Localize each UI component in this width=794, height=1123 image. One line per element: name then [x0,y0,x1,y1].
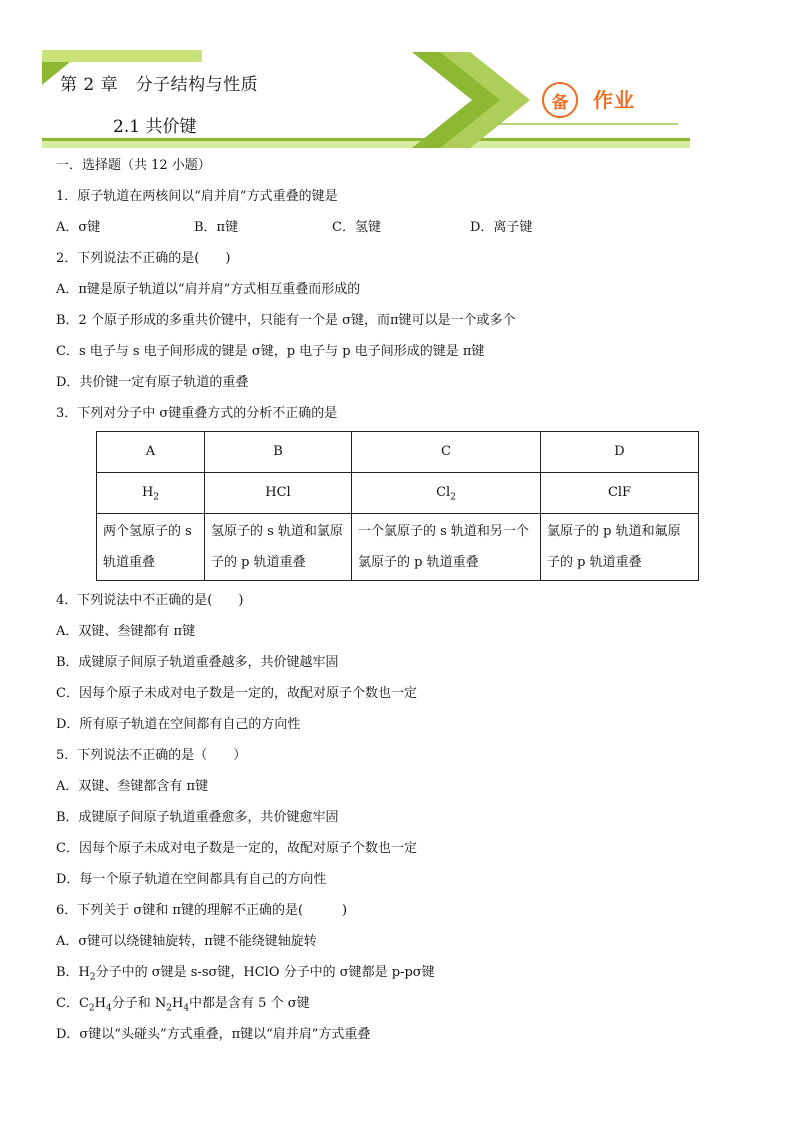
q3-stem: 3．下列对分子中 σ键重叠方式的分析不正确的是 [56,406,338,421]
q1-options [56,212,716,243]
description-cell: 两个氢原子的 s 轨道重叠 [97,514,205,581]
q1-option-a: A．σ键 [56,220,101,235]
part-title: 一．选择题（共 12 小题） [56,158,211,173]
table-header-cell: C [352,432,541,473]
molecule-cell: $H_2$ [97,473,205,514]
homework-label: 作业 [593,88,635,112]
q2-option-c: C．s 电子与 s 电子间形成的键是 σ键，p 电子与 p 电子间形成的键是 π键 [56,344,485,359]
q5-stem: 5．下列说法不正确的是（ ） [56,748,247,763]
q6-option-b: B．$H_2$分子中的 σ键是 s-sσ键，HClO 分子中的 σ键都是 p-pσ键 [56,965,435,983]
q5-option-b: B．成键原子间原子轨道重叠愈多，共价键愈牢固 [56,810,339,825]
q5-option-d: D．每一个原子轨道在空间都具有自己的方向性 [56,872,327,887]
q6-stem: 6．下列关于 σ键和 π键的理解不正确的是( ) [56,903,348,918]
q6-option-c: C．$C_2H_4$分子和 $N_2H_4$中都是含有 5 个 σ键 [56,996,310,1014]
q6-option-a: A．σ键可以绕键轴旋转，π键不能绕键轴旋转 [56,934,317,949]
q4-option-a: A．双键、叁键都有 π键 [56,624,196,639]
q1-stem: 1．原子轨道在两核间以“肩并肩”方式重叠的键是 [56,189,338,204]
q5-option-c: C．因每个原子未成对电子数是一定的，故配对原子个数也一定 [56,841,417,856]
molecule-cell: HCl [205,473,352,514]
q4-stem: 4．下列说法中不正确的是( ) [56,593,244,608]
q3-table [96,431,699,581]
table-header-cell: D [541,432,699,473]
section-title: 2.1 共价键 [113,117,197,137]
q4-option-c: C．因每个原子未成对电子数是一定的，故配对原子个数也一定 [56,686,417,701]
description-cell: 氯原子的 p 轨道和氟原子的 p 轨道重叠 [541,514,699,581]
page-header [0,0,794,160]
q1-option-b: B．π键 [194,220,239,235]
molecule-cell: $Cl_2$ [352,473,541,514]
q4-option-d: D．所有原子轨道在空间都有自己的方向性 [56,717,301,732]
description-cell: 一个氯原子的 s 轨道和另一个氯原子的 p 轨道重叠 [352,514,541,581]
q2-option-a: A．π键是原子轨道以“肩并肩”方式相互重叠而形成的 [56,282,361,297]
table-row [97,473,699,514]
table-row [97,514,699,581]
q1-option-d: D．离子键 [470,220,533,235]
q5-option-a: A．双键、叁键都含有 π键 [56,779,209,794]
q2-option-b: B．2 个原子形成的多重共价键中，只能有一个是 σ键，而π键可以是一个或多个 [56,313,516,328]
q4-option-b: B．成键原子间原子轨道重叠越多，共价键越牢固 [56,655,339,670]
q2-stem: 2．下列说法不正确的是( ) [56,251,231,266]
description-cell: 氢原子的 s 轨道和氯原子的 p 轨道重叠 [205,514,352,581]
molecule-cell: ClF [541,473,699,514]
q6-option-d: D．σ键以“头碰头”方式重叠，π键以“肩并肩”方式重叠 [56,1027,371,1042]
table-row [97,432,699,473]
table-header-cell: A [97,432,205,473]
q1-option-c: C．氢键 [332,220,381,235]
q2-option-d: D．共价键一定有原子轨道的重叠 [56,375,249,390]
table-header-cell: B [205,432,352,473]
chapter-title: 第 2 章 分子结构与性质 [60,75,259,95]
homework-badge-icon: 备 [542,82,578,118]
question-list [56,150,716,1050]
